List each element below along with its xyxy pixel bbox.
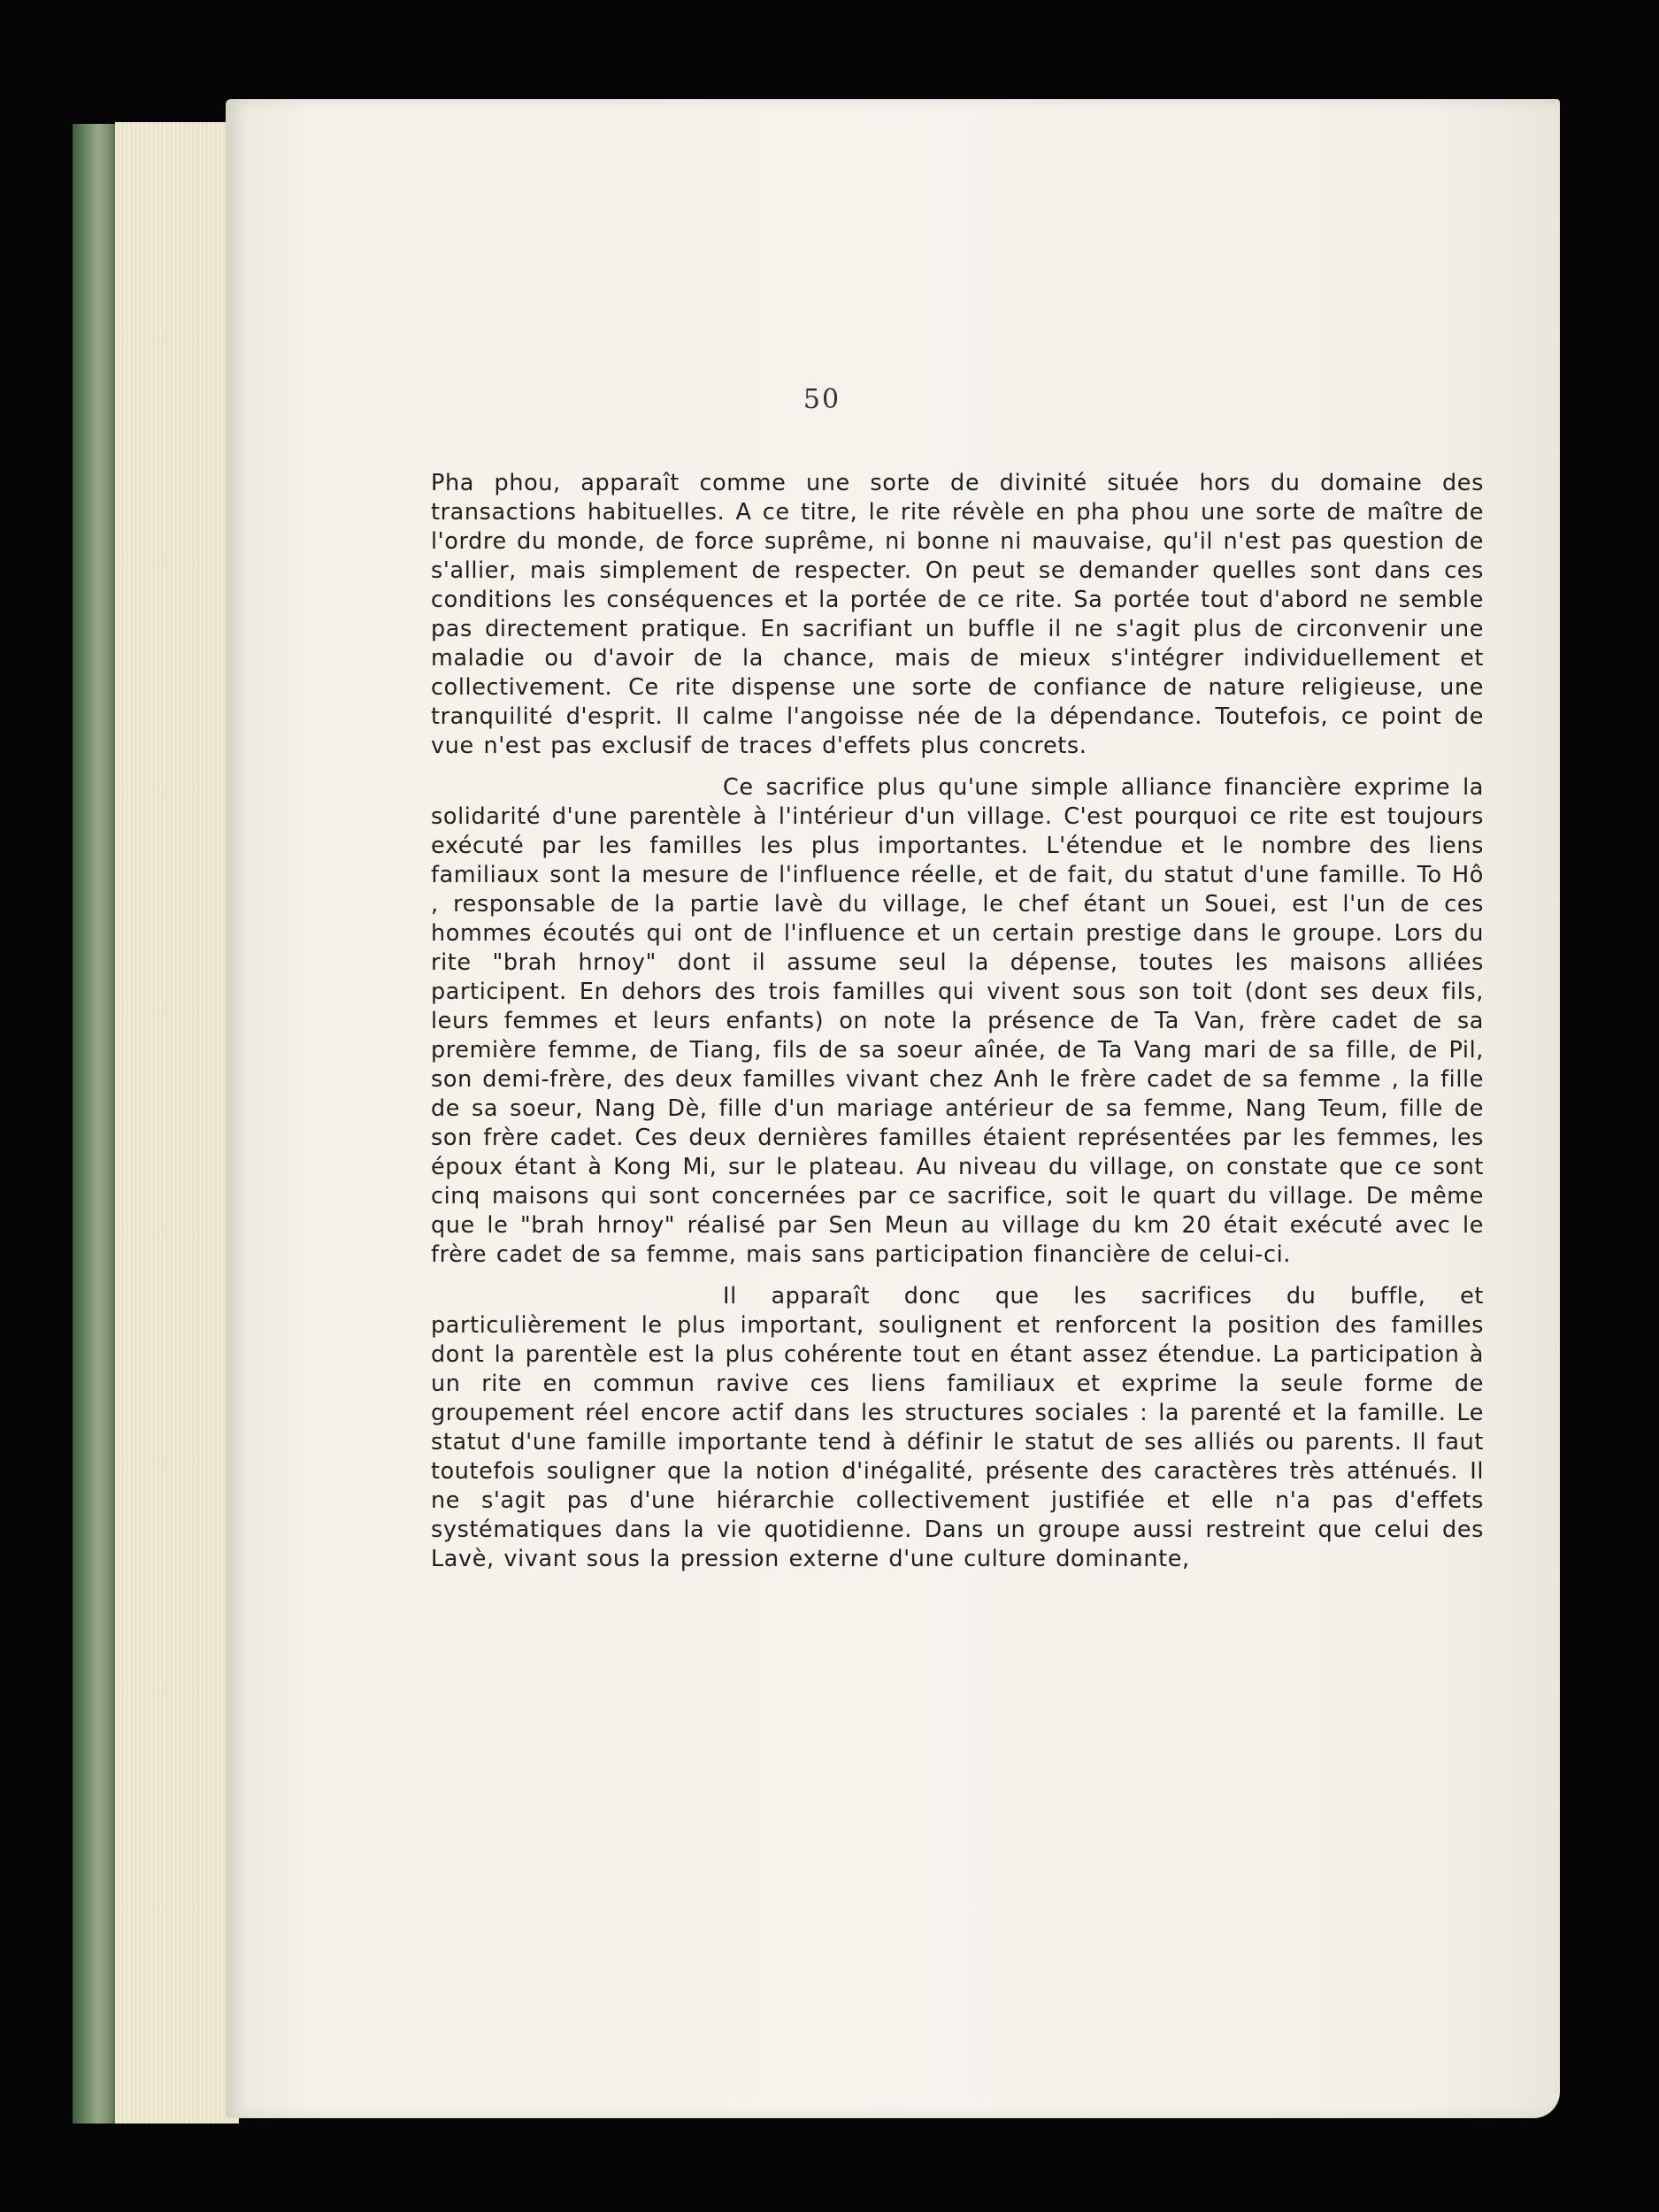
- paragraph-3: Il apparaît donc que les sacrifices du buffle, et particulièrement le plus important, soulignent et renforcent la position des familles dont la parentèle est la plus cohérente tout en étant assez étendue. La participation à un rite en commun ravive ces liens familiaux et exprime la seule forme de groupement réel encore actif dans les structures sociales : la parenté et la famille. Le statut d'une famille importante tend à définir le statut de ses alliés ou parents. Il faut toutefois souligner que la notion d'inégalité, présente des caractères très atténués. Il ne s'agit pas d'une hiérarchie collectivement justifiée et elle n'a pas d'effets systématiques dans la vie quotidienne. Dans un groupe aussi restreint que celui des Lavè, vivant sous la pression externe d'une culture dominante,: [431, 1283, 1484, 1572]
- body-text: [431, 469, 1484, 1574]
- paragraph-1: Pha phou, apparaît comme une sorte de divinité située hors du domaine des transactions habituelles. A ce titre, le rite révèle en pha phou une sorte de maître de l'ordre du monde, de force suprême, ni bonne ni mauvaise, qu'il n'est pas question de s'allier, mais simplement de respecter. On peut se demander quelles sont dans ces conditions les conséquences et la portée de ce rite. Sa portée tout d'abord ne semble pas directement pratique. En sacrifiant un buffle il ne s'agit plus de circonvenir une maladie ou d'avoir de la chance, mais de mieux s'intégrer individuellement et collectivement. Ce rite dispense une sorte de confiance de nature religieuse, une tranquilité d'esprit. Il calme l'angoisse née de la dépendance. Toutefois, ce point de vue n'est pas exclusif de traces d'effets plus concrets.: [431, 470, 1484, 759]
- page-stack-edge: [115, 122, 239, 2124]
- book-cover-edge: [73, 124, 119, 2124]
- paragraph-2: Ce sacrifice plus qu'une simple alliance financière exprime la solidarité d'une parentèle à l'intérieur d'un village. C'est pourquoi ce rite est toujours exécuté par les familles les plus importantes. L'étendue et le nombre des liens familiaux sont la mesure de l'influence réelle, et de fait, du statut d'une famille. To Hô , responsable de la partie lavè du village, le chef étant un Souei, est l'un de ces hommes écoutés qui ont de l'influence et un certain prestige dans le groupe. Lors du rite "brah hrnoy" dont il assume seul la dépense, toutes les maisons alliées participent. En dehors des trois familles qui vivent sous son toit (dont ses deux fils, leurs femmes et leurs enfants) on note la présence de Ta Van, frère cadet de sa première femme, de Tiang, fils de sa soeur aînée, de Ta Vang mari de sa fille, de Pil, son demi-frère, des deux familles vivant chez Anh le frère cadet de sa femme , la fille de sa soeur, Nang Dè, fille d'un mariage antérieur de sa femme, Nang Teum, fille de son frère cadet. Ces deux dernières familles étaient représentées par les femmes, les époux étant à Kong Mi, sur le plateau. Au niveau du village, on constate que ce sont cinq maisons qui sont concernées par ce sacrifice, soit le quart du village. De même que le "brah hrnoy" réalisé par Sen Meun au village du km 20 était exécuté avec le frère cadet de sa femme, mais sans participation financière de celui-ci.: [431, 774, 1484, 1268]
- document-page: [226, 99, 1560, 2118]
- page-number: 50: [803, 384, 841, 415]
